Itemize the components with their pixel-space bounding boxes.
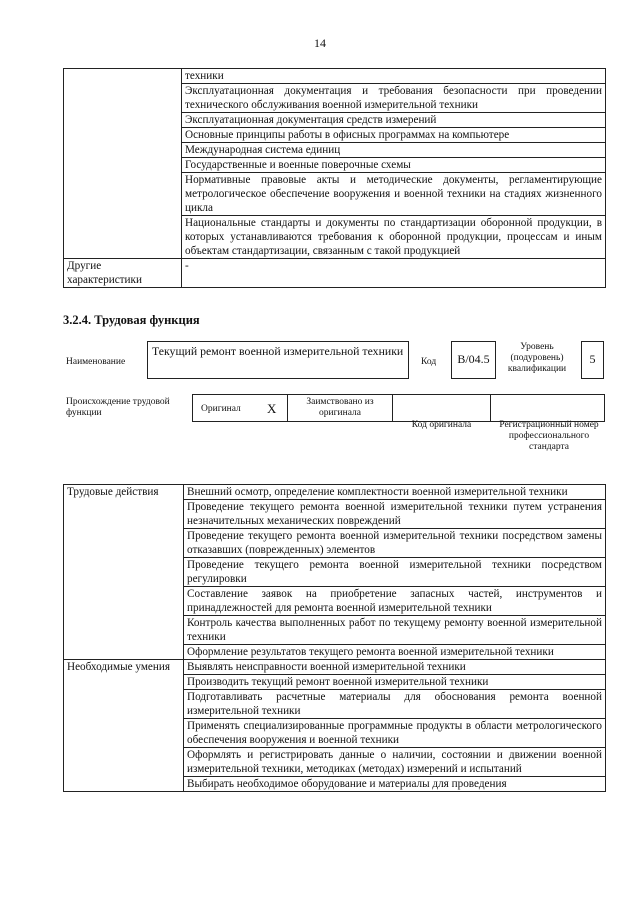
table-cell: - — [182, 259, 606, 288]
table-row — [64, 259, 606, 288]
code-box: B/04.5 — [451, 341, 496, 379]
table-cell: Национальные стандарты и документы по стандартизации оборонной продукции, в которых устанавливаются требования к оборонной продукции, процессам и иным объектам стандартизации, связанным с такой продукцией — [182, 216, 606, 259]
group-label-actions: Трудовые действия — [64, 485, 184, 660]
original-label: Оригинал — [201, 404, 241, 414]
level-box: 5 — [581, 341, 604, 379]
table-row — [64, 69, 606, 84]
table-cell: Международная система единиц — [182, 143, 606, 158]
section-heading: 3.2.4. Трудовая функция — [63, 313, 200, 327]
code-original-caption: Код оригинала — [411, 420, 472, 430]
table-cell: Нормативные правовые акты и методические документы, регламентирующие метрологическое обеспечение вооружения и военной техники на стадиях жизненного цикла — [182, 173, 606, 216]
borrowed-cell: Заимствовано из оригинала — [287, 394, 393, 422]
original-mark: X — [267, 401, 277, 416]
level-label: Уровень (подуровень) квалификации — [507, 342, 567, 374]
table-cell: Проведение текущего ремонта военной измерительной техники путем устранения незначительных механических повреждений — [184, 500, 606, 529]
table-cell: Эксплуатационная документация средств измерений — [182, 113, 606, 128]
table-cell: Государственные и военные поверочные схемы — [182, 158, 606, 173]
reg-number-cell — [490, 394, 605, 422]
function-name-box: Текущий ремонт военной измерительной техники — [147, 341, 409, 379]
table-cell: Внешний осмотр, определение комплектности военной измерительной техники — [184, 485, 606, 500]
table-cell: Эксплуатационная документация и требования безопасности при проведении технического обслуживания военной измерительной техники — [182, 84, 606, 113]
table-cell: Применять специализированные программные продукты в области метрологического обеспечения вооружения и военной техники — [184, 719, 606, 748]
table-cell: Оформление результатов текущего ремонта военной измерительной техники — [184, 645, 606, 660]
origin-label: Происхождение трудовой функции — [66, 397, 170, 418]
row-label-cell — [64, 69, 182, 259]
table-cell: Проведение текущего ремонта военной измерительной техники посредством замены отказавших (поврежденных) элементов — [184, 529, 606, 558]
original-cell — [192, 394, 288, 422]
table-cell: Основные принципы работы в офисных программах на компьютере — [182, 128, 606, 143]
table-cell: Контроль качества выполненных работ по текущему ремонту военной измерительной техники — [184, 616, 606, 645]
name-label: Наименование — [66, 357, 126, 367]
function-details-table — [63, 484, 606, 792]
table-cell: Подготавливать расчетные материалы для обоснования ремонта военной измерительной техники — [184, 690, 606, 719]
knowledge-table — [63, 68, 606, 288]
table-cell: Выбирать необходимое оборудование и материалы для проведения — [184, 777, 606, 792]
reg-number-caption: Регистрационный номер профессионального стандарта — [499, 420, 599, 452]
code-label: Код — [421, 357, 437, 367]
table-cell: Производить текущий ремонт военной измерительной техники — [184, 675, 606, 690]
group-label-skills: Необходимые умения — [64, 660, 184, 792]
table-cell: Оформлять и регистрировать данные о наличии, состоянии и движении военной измерительной техники, методиках (методах) измерений и испытаний — [184, 748, 606, 777]
table-cell: Проведение текущего ремонта военной измерительной техники посредством регулировки — [184, 558, 606, 587]
table-row — [64, 660, 606, 675]
page-number: 14 — [314, 36, 326, 50]
table-row — [64, 485, 606, 500]
code-original-cell — [392, 394, 491, 422]
table-cell: Составление заявок на приобретение запасных частей, инструментов и принадлежностей для ремонта военной измерительной техники — [184, 587, 606, 616]
row-label-other: Другие характеристики — [64, 259, 182, 288]
table-cell: техники — [182, 69, 606, 84]
table-cell: Выявлять неисправности военной измерительной техники — [184, 660, 606, 675]
